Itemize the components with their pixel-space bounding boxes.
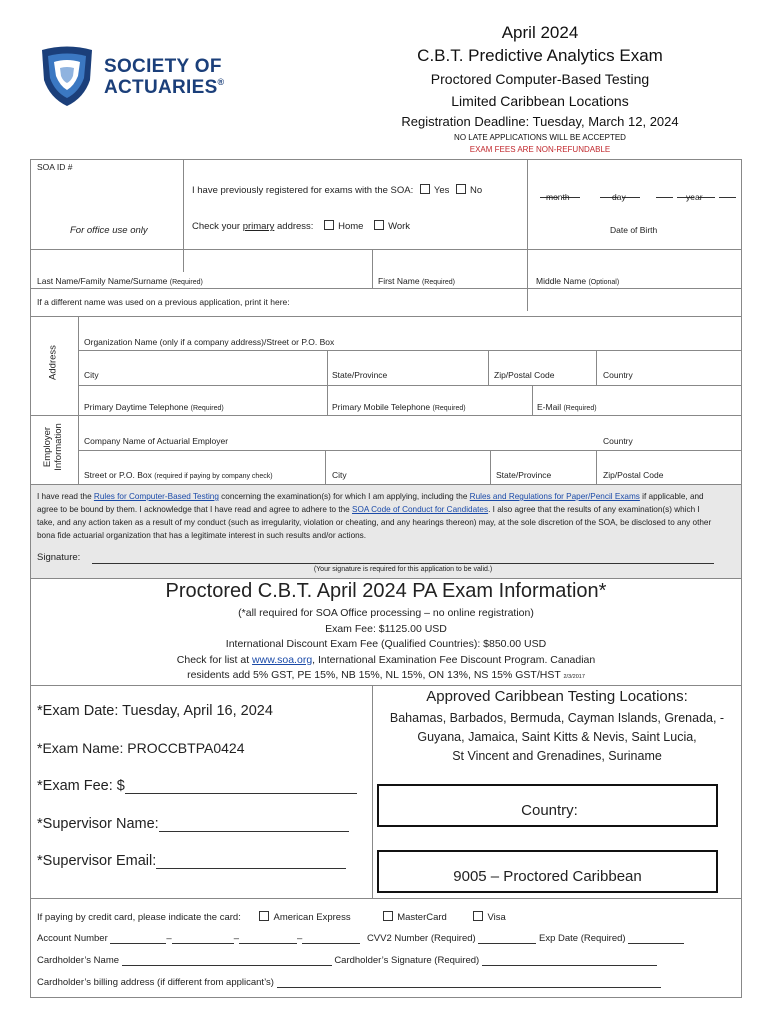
work-checkbox[interactable]	[374, 220, 384, 230]
approved-line-1: Bahamas, Barbados, Bermuda, Cayman Islands, Grenada, -	[389, 711, 725, 725]
first-name-required: (Required)	[421, 279, 456, 286]
payment-billing-row	[37, 977, 661, 988]
daytime-phone-required: (Required)	[190, 405, 224, 412]
soa-website-link[interactable]: www.soa.org	[252, 653, 313, 666]
account-number-label: Account Number	[37, 933, 108, 944]
exp-date-field[interactable]	[628, 943, 684, 944]
primary-address-row	[192, 220, 410, 232]
cardholder-signature-field[interactable]	[482, 965, 657, 966]
exam-info-required: (*all required for SOA Office processing – no online registration)	[238, 607, 534, 619]
no-label: No	[470, 185, 483, 196]
middle-name-optional: (Optional)	[588, 279, 620, 286]
primary-address-post: address:	[274, 221, 314, 232]
header-mode: Proctored Computer-Based Testing	[430, 71, 650, 87]
employer-street-label: Street or P.O. Box	[84, 470, 152, 480]
approved-line-3: St Vincent and Grenadines, Suriname	[452, 749, 662, 763]
city-field[interactable]: City	[84, 370, 99, 380]
amex-label: American Express	[273, 912, 351, 923]
yes-label: Yes	[433, 185, 450, 196]
account-number-field-4[interactable]	[302, 943, 360, 944]
signature-line[interactable]	[92, 563, 714, 564]
header-date: April 2024	[501, 23, 579, 42]
exam-info-fee: Exam Fee: $1125.00 USD	[325, 622, 447, 635]
exam-info-check-post: , International Examination Fee Discount Program. Canadian	[312, 653, 596, 666]
exam-name: *Exam Name: PROCCBTPA0424	[37, 740, 245, 756]
exam-info-lines	[30, 606, 742, 686]
supervisor-email-label: *Supervisor Email:	[37, 853, 157, 869]
different-name-field[interactable]: If a different name was used on a previous application, print it here:	[37, 297, 290, 307]
daytime-phone-label: Primary Daytime Telephone	[84, 402, 189, 412]
exam-info-intl-fee: International Discount Exam Fee (Qualified Countries): $850.00 USD	[225, 638, 547, 650]
header-deadline: Registration Deadline: Tuesday, March 12, 2024	[401, 114, 679, 129]
payment-account-row: Account Number – – – CVV2 Number (Required) Exp Date (Required)	[37, 933, 684, 944]
employer-street-note: (required if paying by company check)	[154, 473, 273, 480]
cardholder-name-label: Cardholder’s Name	[37, 955, 120, 966]
header-locations: Limited Caribbean Locations	[451, 93, 629, 109]
yes-checkbox[interactable]	[420, 184, 430, 194]
employer-state-field[interactable]: State/Province	[496, 470, 552, 480]
cardholder-name-field[interactable]	[122, 965, 332, 966]
cardholder-signature-label: Cardholder’s Signature (Required)	[334, 955, 480, 966]
soa-logo	[38, 46, 228, 108]
organization-field[interactable]: Organization Name (only if a company address)/Street or P.O. Box	[84, 337, 335, 347]
email-required: (Required)	[563, 405, 597, 412]
header-non-refundable: EXAM FEES ARE NON-REFUNDABLE	[469, 145, 611, 154]
home-label: Home	[338, 221, 364, 232]
soa-id-label: SOA ID #	[37, 162, 73, 172]
mobile-phone-label: Primary Mobile Telephone	[332, 402, 431, 412]
logo-registered-mark: ®	[217, 77, 225, 87]
exam-info-tax-text: residents add 5% GST, PE 15%, NB 15%, NL 15%, ON 13%, NS 15% GST/HST	[187, 669, 561, 681]
test-center-label: 9005 – Proctored Caribbean	[453, 868, 642, 885]
exam-info-check-pre: Check for list at	[176, 653, 253, 666]
dob-day-field[interactable]	[600, 180, 642, 188]
previous-registration-question: I have previously registered for exams with the SOA:	[192, 185, 414, 196]
supervisor-name-label: *Supervisor Name:	[37, 816, 159, 832]
agreement-text	[37, 490, 715, 542]
signature-note: (Your signature is required for this application to be valid.)	[313, 566, 493, 573]
header-no-late: NO LATE APPLICATIONS WILL BE ACCEPTED	[454, 133, 626, 142]
agreement-t1: I have read the	[37, 492, 94, 501]
visa-label: Visa	[487, 912, 506, 923]
cbt-rules-link[interactable]: Rules for Computer-Based Testing	[93, 492, 219, 501]
middle-name-label: Middle Name	[536, 276, 587, 286]
previous-registration-row	[192, 184, 482, 196]
first-name-label: First Name	[378, 276, 420, 286]
employer-side-label-2: Information	[53, 423, 64, 471]
country-label: Country:	[521, 802, 578, 819]
dob-day-label: day	[612, 192, 626, 202]
approved-list	[374, 709, 740, 766]
first-name-field[interactable]	[378, 276, 455, 286]
agreement-t4: . I also agree that the results of any examination(s) which I take, and any action taken as a result of my conduct (such as irregularity, violation or cheating, and any hearings thereon) may, at the sole discretion of the SOA, be disclosed to any other bona fide actuarial organization that has a legitimate interest in such results and/or actions.	[37, 505, 712, 540]
billing-address-label: Cardholder’s billing address (if different from applicant’s)	[37, 977, 274, 988]
payment-intro: If paying by credit card, please indicate the card:	[37, 912, 241, 923]
employer-side-label	[42, 408, 64, 486]
home-checkbox[interactable]	[324, 220, 334, 230]
last-name-field[interactable]	[37, 276, 203, 286]
daytime-phone-field[interactable]	[84, 402, 224, 412]
approved-line-2: Guyana, Jamaica, Saint Kitts & Nevis, Saint Lucia,	[417, 730, 697, 744]
exam-date: *Exam Date: Tuesday, April 16, 2024	[37, 703, 273, 719]
employer-company-field[interactable]: Company Name of Actuarial Employer	[84, 436, 229, 446]
visa-checkbox[interactable]	[473, 911, 483, 921]
logo-line-2-text: ACTUARIES	[104, 77, 218, 98]
no-checkbox[interactable]	[456, 184, 466, 194]
mastercard-checkbox[interactable]	[383, 911, 393, 921]
paper-rules-link[interactable]: Rules and Regulations for Paper/Pencil Exams	[469, 492, 640, 501]
dob-year-field[interactable]	[656, 180, 742, 188]
logo-line-2	[104, 77, 224, 99]
zip-field[interactable]: Zip/Postal Code	[494, 370, 555, 380]
amex-checkbox[interactable]	[259, 911, 269, 921]
header	[360, 22, 720, 156]
employer-zip-field[interactable]: Zip/Postal Code	[603, 470, 664, 480]
header-exam: C.B.T. Predictive Analytics Exam	[417, 46, 663, 65]
agreement-t2: concerning the examination(s) for which I am applying, including the	[218, 492, 470, 501]
cvv-label: CVV2 Number (Required)	[366, 933, 476, 944]
last-name-label: Last Name/Family Name/Surname	[37, 276, 168, 286]
agreement-t3: if applicable, and agree to be bound by them. I acknowledge that I have read and agree to adhere to the	[37, 492, 704, 514]
cvv-field[interactable]	[478, 943, 536, 944]
mobile-phone-field[interactable]	[332, 402, 466, 412]
dob-month-label: month	[546, 192, 570, 202]
last-name-required: (Required)	[169, 279, 203, 286]
exam-info-title: Proctored C.B.T. April 2024 PA Exam Information*	[165, 580, 607, 602]
dob-year-label: year	[686, 192, 703, 202]
employer-street-field[interactable]	[84, 470, 273, 480]
exam-info-check	[30, 653, 742, 669]
payment-card-row	[37, 911, 506, 923]
exam-info-tax	[30, 668, 742, 686]
email-label: E-Mail	[537, 402, 562, 412]
account-number-field-3[interactable]	[239, 943, 297, 944]
primary-address-pre: Check your	[192, 221, 243, 232]
signature-label: Signature:	[37, 552, 81, 563]
exp-date-label: Exp Date (Required)	[538, 933, 626, 944]
code-of-conduct-link[interactable]: SOA Code of Conduct for Candidates	[352, 505, 489, 514]
payment-holder-row	[37, 955, 657, 966]
employer-side-label-1: Employer	[42, 426, 53, 468]
billing-address-field[interactable]	[277, 987, 661, 988]
middle-name-field[interactable]	[536, 276, 619, 286]
exam-fee-field[interactable]	[37, 778, 357, 794]
account-number-field-2[interactable]	[172, 943, 234, 944]
mastercard-label: MasterCard	[397, 912, 447, 923]
exam-info-code: 2/3/2017	[563, 674, 585, 680]
country-field[interactable]: Country	[603, 370, 633, 380]
logo-line-1: SOCIETY OF	[104, 56, 222, 77]
dob-label: Date of Birth	[610, 225, 658, 235]
supervisor-email-field[interactable]	[37, 853, 346, 869]
approved-title: Approved Caribbean Testing Locations:	[426, 688, 688, 705]
account-number-field-1[interactable]	[110, 943, 166, 944]
email-field[interactable]	[537, 402, 597, 412]
state-field[interactable]: State/Province	[332, 370, 388, 380]
supervisor-name-field[interactable]	[37, 816, 349, 832]
address-side-label: Address	[47, 345, 59, 380]
exam-fee-label: *Exam Fee: $	[37, 778, 125, 794]
employer-country-field[interactable]: Country	[603, 436, 633, 446]
shield-logo-icon	[38, 46, 96, 108]
employer-city-field[interactable]: City	[332, 470, 347, 480]
dob-month-field[interactable]	[540, 180, 582, 188]
primary-address-underlined: primary	[242, 221, 275, 232]
work-label: Work	[388, 221, 411, 232]
mobile-phone-required: (Required)	[432, 405, 466, 412]
office-use-label: For office use only	[70, 225, 148, 236]
